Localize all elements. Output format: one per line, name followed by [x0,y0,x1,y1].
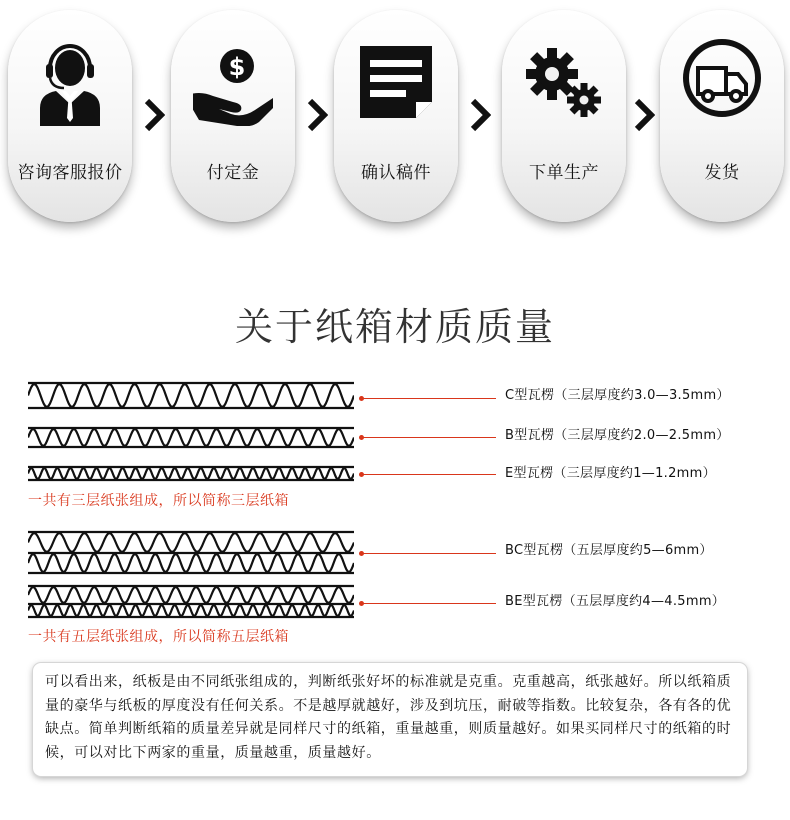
chevron-right-icon [306,98,328,132]
b-flute-label: B型瓦楞（三层厚度约2.0—2.5mm） [505,428,730,443]
step-label: 确认稿件 [361,163,431,183]
flute-wave [28,468,354,479]
delivery-truck-icon [682,34,762,126]
hand-coin-icon [193,34,273,126]
document-icon [356,34,436,126]
flute-wave [28,533,354,552]
leader-dot [359,601,364,606]
svg-text:$: $ [228,53,246,81]
step-confirm-draft [334,10,458,222]
flute-wave [28,554,354,572]
bc-flute-board [28,530,354,576]
leader-line [362,474,496,475]
be-flute-board [28,584,354,620]
flute-wave [28,587,354,603]
five-layer-note: 一共有五层纸张组成，所以简称五层纸箱 [28,629,289,645]
leader-dot [359,435,364,440]
chevron-right-icon [143,98,165,132]
three-layer-note: 一共有三层纸张组成，所以简称三层纸箱 [28,493,289,509]
leader-dot [359,472,364,477]
gears-icon [524,34,604,126]
flute-wave [28,605,354,616]
flute-wave [28,429,354,446]
c-flute-label: C型瓦楞（三层厚度约3.0—3.5mm） [505,388,730,403]
leader-dot [359,396,364,401]
c-flute-board [28,381,354,411]
step-label: 咨询客服报价 [17,163,123,183]
e-flute-label: E型瓦楞（三层厚度约1—1.2mm） [505,466,716,481]
step-consult [8,10,132,222]
leader-line [362,437,496,438]
chevron-right-icon [469,98,491,132]
step-deposit [171,10,295,222]
b-flute-board [28,426,354,450]
process-steps [0,0,790,240]
leader-dot [359,551,364,556]
description-text: 可以看出来，纸板是由不同纸张组成的，判断纸张好坏的标准就是克重。克重越高，纸张越好。所以纸箱质量的豪华与纸板的厚度没有任何关系。不是越厚就越好，涉及到坑压，耐破等指数。比较复杂，各有各的优缺点。简单判断纸箱的质量差异就是同样尺寸的纸箱，重量越重，则质量越好。如果买同样尺寸的纸箱的时候，可以对比下两家的重量，质量越重，质量越好。 [45,674,732,761]
step-label: 付定金 [206,163,260,183]
bc-flute-label: BC型瓦楞（五层厚度约5—6mm） [505,543,713,558]
customer-service-agent-icon [30,34,110,126]
e-flute-board [28,465,354,483]
step-production [502,10,626,222]
be-flute-label: BE型瓦楞（五层厚度约4—4.5mm） [505,594,726,609]
description-box [33,663,747,776]
step-label: 发货 [704,163,740,183]
leader-line [362,398,496,399]
step-label: 下单生产 [529,163,599,183]
flute-wave [28,384,354,407]
leader-line [362,553,496,554]
chevron-right-icon [633,98,655,132]
step-shipping [660,10,784,222]
section-title: 关于纸箱材质质量 [234,305,555,349]
leader-line [362,603,496,604]
